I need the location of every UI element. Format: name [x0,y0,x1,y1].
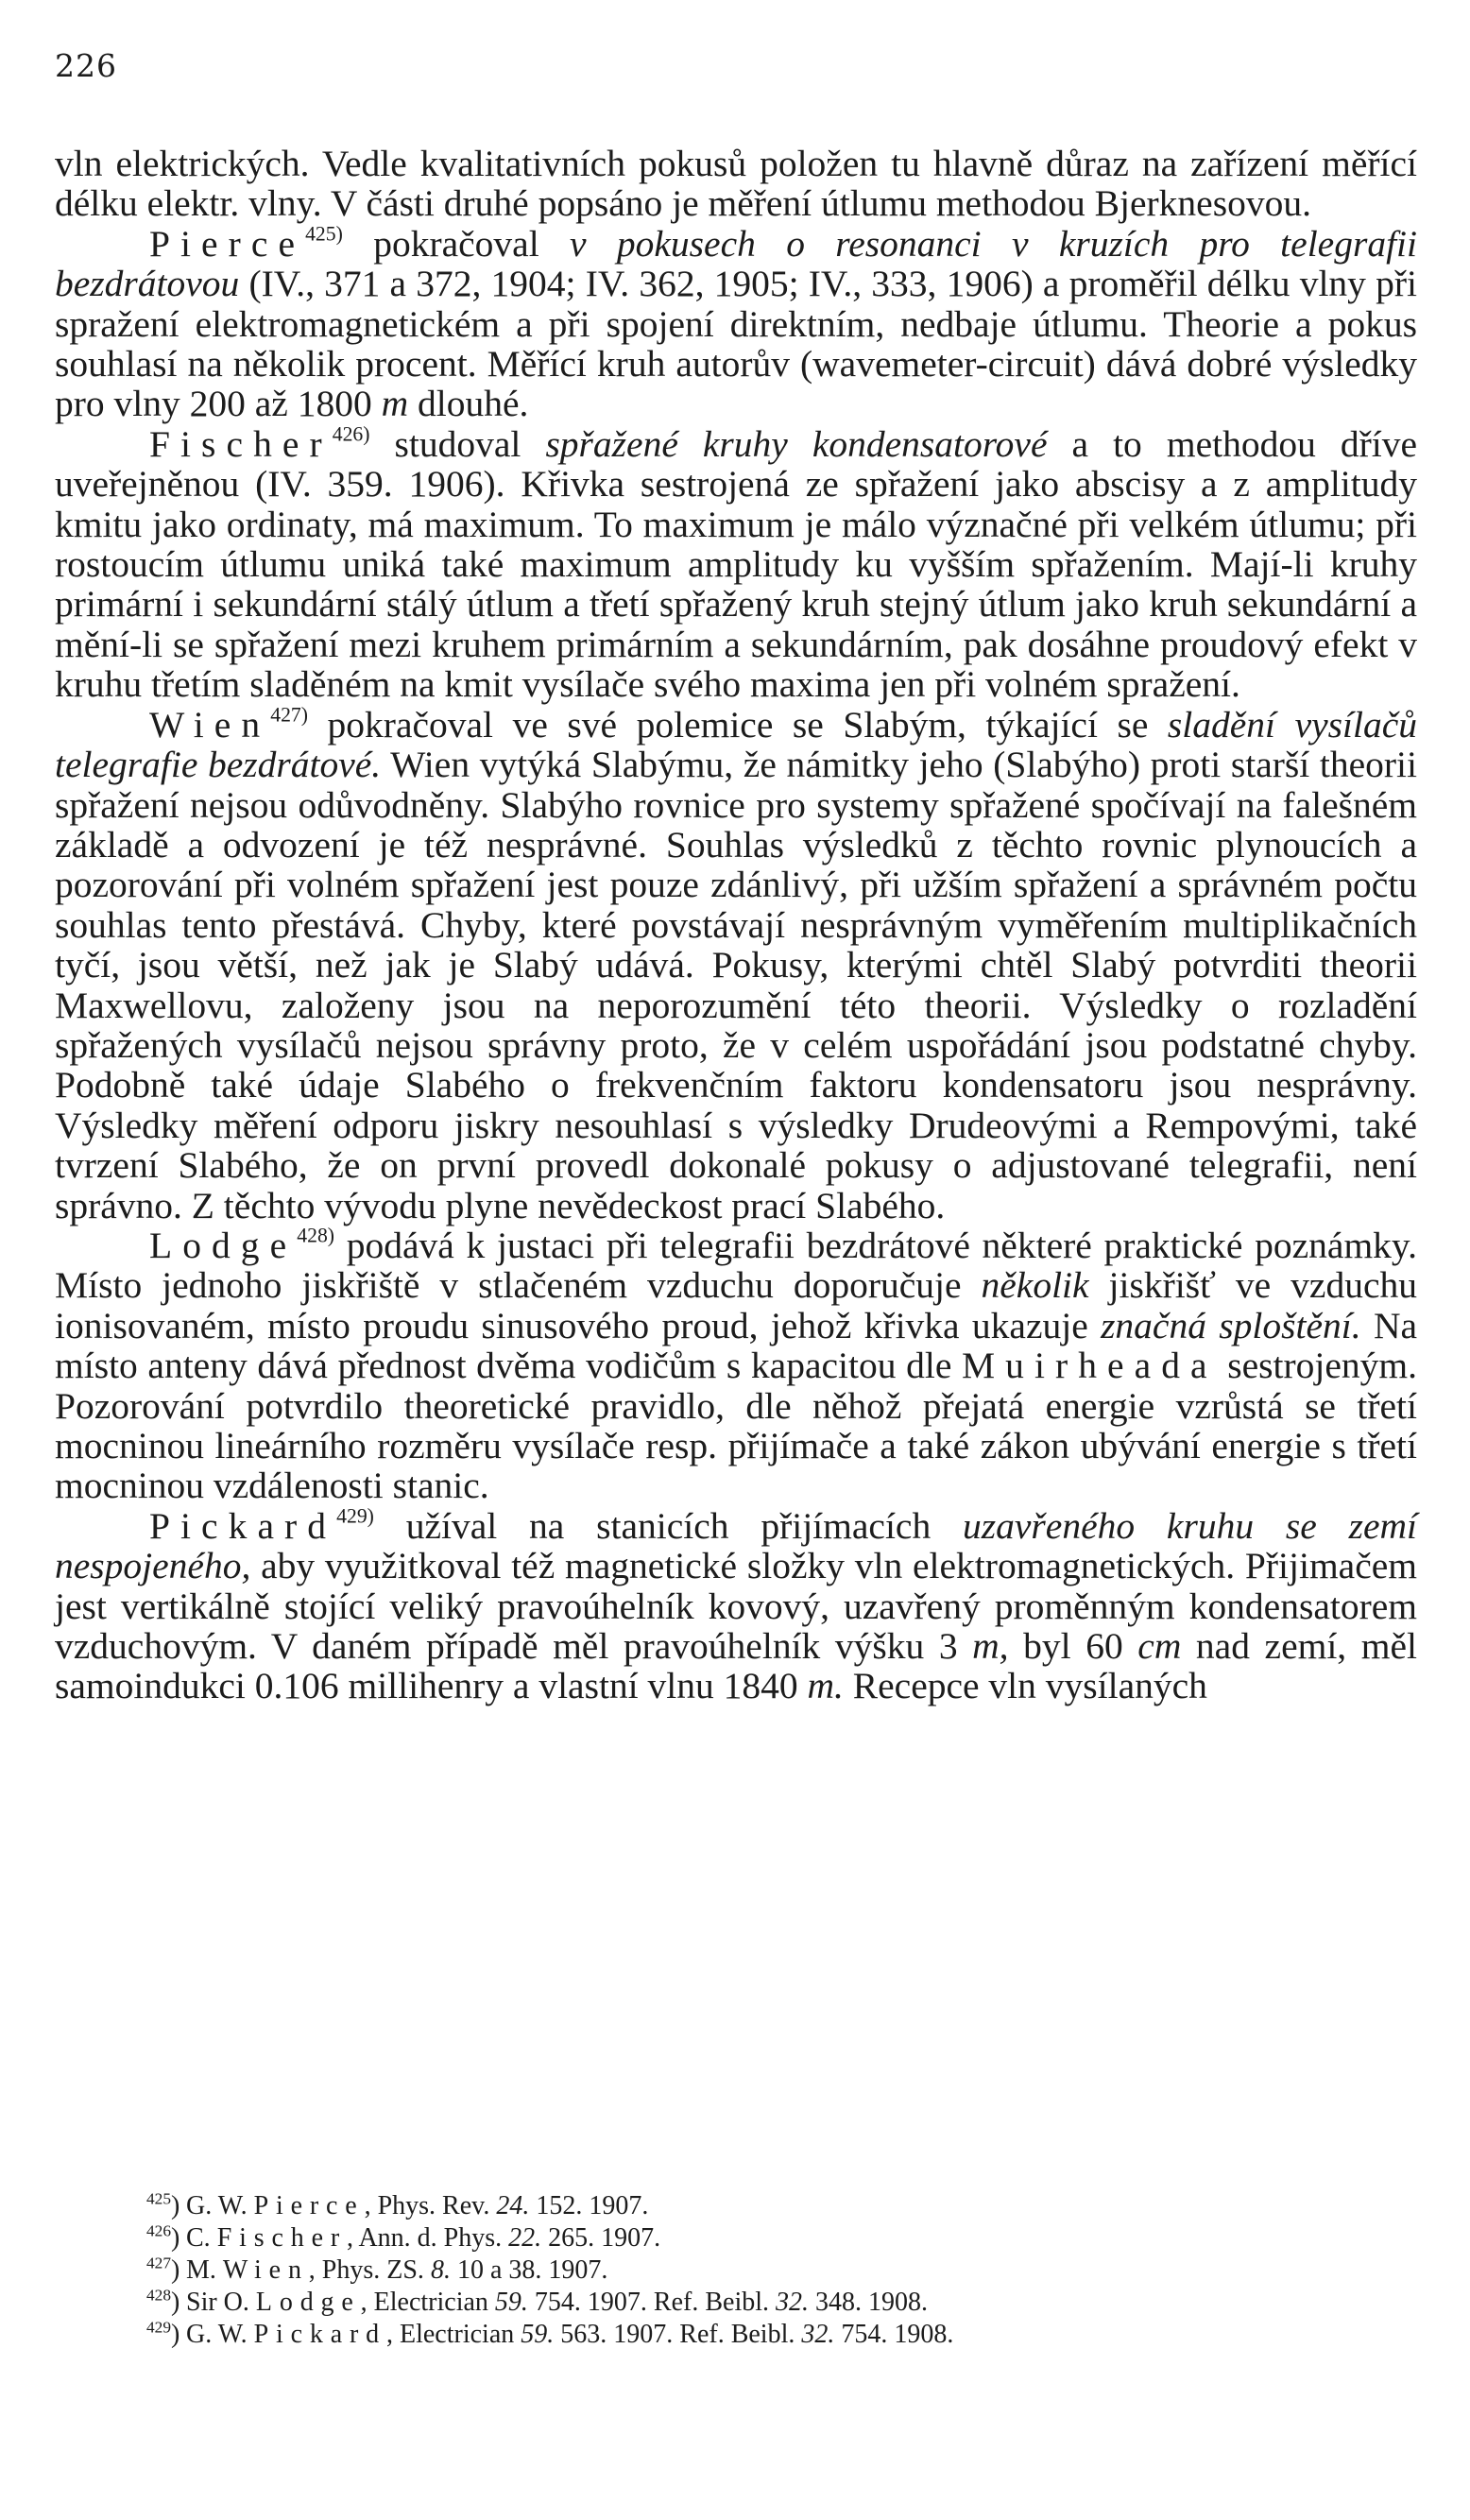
text-run: Recepce vln vysílaných [843,1665,1207,1707]
text-run: 265. 1907. [541,2223,661,2253]
footnotes [146,2190,1417,2351]
paragraph-1: vln elektrických. Vedle kvalitativních pokusů položen tu hlavně důraz na zařízení měřící délku elektr. vlny. V části druhé popsáno je měření útlumu methodou Bjerknesovou. [55,143,1417,225]
text-run: 754. 1908. [834,2320,954,2349]
text-run: , Phys. Rev. [364,2191,497,2220]
text-run: sestrojeným. Pozorování potvrdilo theoretické pravidlo, dle něhož přejatá energie vzrůstá se třetí mocninou lineárního rozměru vysílače resp. přijímače a také zákon ubývání energie s třetí mocninou vzdálenosti stanic. [55,1345,1417,1507]
text-run: a to methodou dříve uveřejněnou (IV. 359. 1906). Křivka sestrojená ze spřažení jako abscisy a z amplitudy kmitu jako ordinaty, má maximum. To maximum je málo význačné při velkém útlumu; při rostoucím útlumu uniká také maximum amplitudy ku vyšším spřažením. Mají-li kruhy primární i sekundární stálý útlum a třetí spřažený kruh stejný útlum jako kruh sekundární a mění-li se spřažení mezi kruhem primárním a sekundárním, pak dosáhne proudový efekt v kruhu třetím sladěném na kmit vysílače svého maxima jen při volném spražení. [55,422,1418,706]
text-run: jiskřišť ve vzduchu ionisovaném, místo proudu sinusového proud, jehož křivka ukazuje [55,1264,1417,1346]
emphasis: v pokusech o resonanci v kruzích pro telegrafii bezdrátovou [55,222,1417,305]
footnote [146,2254,1417,2287]
paragraph-3 [55,424,1417,705]
text-run: užíval na stanicích přijímacích [373,1504,964,1547]
text-run: Wien vytýká Slabýmu, že námitky jeho (Slabýho) proti starší theorii spřažení nejsou odůvodněny. Slabýho rovnice pro systemy spřažené spočívají na falešném základě a odvození je též nesprávné. Souhlas výsledků z těchto rovnic plynoucích a pozorování při volném spřažení jest pouze zdánlivý, při užším spřažení a správném počtu souhlas tento přestává. Chyby, které povstávají nesprávným vyměřením multiplikačních tyčí, jsou větší, než jak je Slabý udává. Pokusy, kterými chtěl Slabý potvrditi theorii Maxwellovu, založeny jsou na neporozumění této theorii. Výsledky o rozladění spřažených vysílačů nejsou správny proto, že v celém uspořádání jsou podstatné chyby. Podobně také údaje Slabého o frekvenčním faktoru kondensatoru jsou nesprávny. Výsledky měření odporu jiskry nesouhlasí s výsledky Drudeovými a Rempovými, také tvrzení Slabého, že on první provedl dokonalé pokusy o adjustované telegrafii, není správno. Z těchto vývodu plyne nevědeckost prací Slabého. [55,744,1417,1226]
author-name: Wien [149,703,271,746]
text-run: aby využitkoval též magnetické složky vln elektromagnetických. Přijimačem jest vertikálně stojící veliký pravoúhelník kovový, uzavřený proměnným kondensatorem vzduchovým. V daném případě měl pravoúhelník výšku 3 [55,1545,1417,1668]
text-run: G. W. [186,2191,254,2220]
text-run: byl 60 [1008,1625,1138,1668]
footnote-ref: 426) [332,422,370,446]
text-run: studoval [369,422,546,465]
paragraph-4 [55,705,1417,1226]
footnote-ref: 425) [305,222,343,246]
text-run: , Electrician [360,2288,495,2317]
paragraph-2 [55,224,1417,424]
text-run: C. [186,2223,217,2253]
author-name: Pierce [253,2191,365,2220]
emphasis: spřažené kruhy kondensatorové [545,422,1048,465]
emphasis: značná sploštění. [1101,1304,1361,1346]
footnote-mark: $^{428}$) [146,2286,180,2317]
volume: 32. [801,2320,835,2349]
text-run: 563. 1907. Ref. Beibl. [554,2320,802,2349]
emphasis: několik [981,1264,1089,1307]
emphasis: uzavřeného kruhu se zemí nespojeného, [55,1504,1417,1587]
footnote-mark: $^{426}$) [146,2221,180,2253]
volume: 59. [494,2288,528,2317]
text-run: , Electrician [386,2320,521,2349]
footnote-number: 425 [146,2189,172,2208]
footnote [146,2319,1417,2351]
text-run: (IV., 371 a 372, 1904; IV. 362, 1905; IV., 333, 1906) a proměřil délku vlny při spražení elektromagnetickém a při spojení direktním, nedbaje útlumu. Theorie a pokus souhlasí na několik procent. Měřící kruh autorův (wavemeter-circuit) dává dobré výsledky pro vlny 200 až 1800 [55,263,1417,425]
footnote-number: 426 [146,2221,172,2240]
unit: m. [807,1665,844,1707]
footnote-number: 429 [146,2318,172,2337]
footnote-ref: 427) [270,703,309,727]
volume: 24. [496,2191,530,2220]
text-run: M. [186,2255,223,2285]
text-run: , Ann. d. Phys. [347,2223,509,2253]
cited-name: Muirheada [961,1345,1218,1387]
author-name: Fischer [216,2223,347,2253]
footnote-mark: $^{425}$) [146,2189,180,2220]
text-run: pokračoval [342,222,571,265]
footnote-mark: $^{427}$) [146,2254,180,2285]
footnote-number: 427 [146,2254,172,2272]
text-run: Na místo anteny dává přednost dvěma vodičům s kapacitou dle [55,1304,1418,1387]
footnote [146,2222,1417,2254]
author-name: Pierce [149,222,306,265]
footnote-number: 428 [146,2286,172,2305]
page-number: 226 [55,47,117,84]
author-name: Pickard [253,2320,386,2349]
text-run: Sir O. [186,2288,256,2317]
footnote-mark: $^{429}$) [146,2318,180,2349]
text-run: podává k justaci při telegrafii bezdrátové některé praktické poznámky. Místo jednoho jiskřiště v stlačeném vzduchu doporučuje [55,1224,1417,1307]
footnote-ref: 429) [336,1504,374,1528]
text-run: nad zemí, měl samoindukci 0.106 millihenry a vlastní vlnu 1840 [55,1625,1417,1707]
author-name: Lodge [149,1224,298,1266]
footnote [146,2190,1417,2222]
unit: cm [1137,1625,1182,1668]
volume: 59. [521,2320,555,2349]
text-run: 348. 1908. [809,2288,928,2317]
author-name: Lodge [255,2288,361,2317]
text-run: dlouhé. [408,383,529,425]
text-run: pokračoval ve své polemice se Slabým, týkající se [308,703,1168,746]
text-run: , Phys. ZS. [308,2255,431,2285]
author-name: Wien [222,2255,309,2285]
paragraph-6 [55,1506,1417,1706]
volume: 8. [430,2255,451,2285]
volume: 22. [508,2223,542,2253]
text-run: 754. 1907. Ref. Beibl. [527,2288,776,2317]
footnote-ref: 428) [297,1224,335,1247]
unit: m, [972,1625,1009,1668]
text-run: 10 a 38. 1907. [450,2255,608,2285]
paragraph-5 [55,1226,1417,1506]
text-run: G. W. [186,2320,254,2349]
author-name: Pickard [149,1504,337,1547]
unit: m [381,383,409,425]
body-text [55,144,1417,1706]
author-name: Fischer [149,422,333,465]
emphasis: sladění vysílačů telegrafie bezdrátové. [55,703,1417,786]
text-run: 152. 1907. [529,2191,649,2220]
footnote [146,2287,1417,2319]
volume: 32. [776,2288,809,2317]
